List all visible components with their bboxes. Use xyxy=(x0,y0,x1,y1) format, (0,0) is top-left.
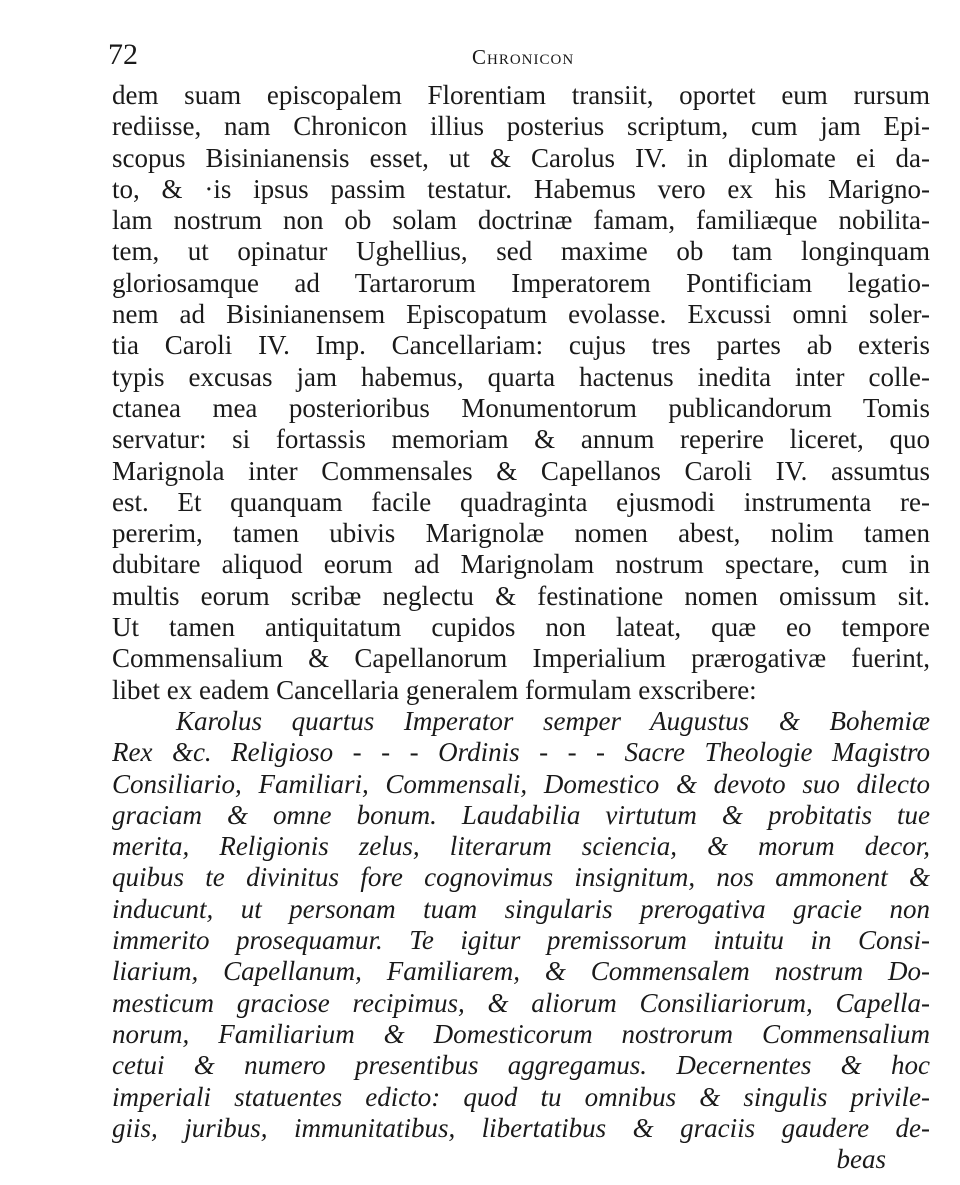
diploma-line: inducunt, ut personam tuam singularis prerogativa gracie non xyxy=(112,893,930,924)
running-title: Chronicon xyxy=(472,45,575,69)
text-line: servatur: si fortassis memoriam & annum reperire liceret, quo xyxy=(112,424,930,455)
diploma-line: quibus te divinitus fore cognovimus insignitum, nos ammonent & xyxy=(112,862,930,893)
text-line: Commensalium & Capellanorum Imperialium prærogativæ fuerint, xyxy=(112,643,930,674)
text-line: Ut tamen antiquitatum cupidos non lateat, quæ eo tempore xyxy=(112,612,930,643)
text-line: to, & ·is ipsus passim testatur. Habemus vero ex his Marigno- xyxy=(112,173,930,204)
diploma-line: liarium, Capellanum, Familiarem, & Commensalem nostrum Do- xyxy=(112,956,930,987)
diploma-line: giis, juribus, immunitatibus, libertatibus & graciis gaudere de- xyxy=(112,1112,930,1143)
text-line: scopus Bisinianensis esset, ut & Carolus IV. in diplomate ei da- xyxy=(112,142,930,173)
text-line: typis excusas jam habemus, quarta hactenus inedita inter colle- xyxy=(112,361,930,392)
diploma-line: norum, Familiarium & Domesticorum nostrorum Commensalium xyxy=(112,1018,930,1049)
text-line: lam nostrum non ob solam doctrinæ famam, familiæque nobilita- xyxy=(112,205,930,236)
text-line: ctanea mea posterioribus Monumentorum publicandorum Tomis xyxy=(112,392,930,423)
diploma-line: mesticum graciose recipimus, & aliorum Consiliariorum, Capella- xyxy=(112,987,930,1018)
diploma-line: Consiliario, Familiari, Commensali, Domestico & devoto suo dilecto xyxy=(112,768,930,799)
text-line: tem, ut opinatur Ughellius, sed maxime ob tam longinquam xyxy=(112,236,930,267)
diploma-line: immerito prosequamur. Te igitur premissorum intuitu in Consi- xyxy=(112,925,930,956)
text-line: libet ex eadem Cancellaria generalem formulam exscribere: xyxy=(112,674,757,705)
diploma-line: imperiali statuentes edicto: quod tu omnibus & singulis privile- xyxy=(112,1081,930,1112)
text-line: tia Caroli IV. Imp. Cancellariam: cujus tres partes ab exteris xyxy=(112,330,930,361)
text-line: pererim, tamen ubivis Marignolæ nomen abest, nolim tamen xyxy=(112,518,930,549)
text-line: gloriosamque ad Tartarorum Imperatorem Pontificiam legatio- xyxy=(112,267,930,298)
text-line: est. Et quanquam facile quadraginta ejusmodi instrumenta re- xyxy=(112,486,930,517)
diploma-line: graciam & omne bonum. Laudabilia virtutum & probitatis tue xyxy=(112,799,930,830)
diploma-line: Rex &c. Religioso - - - Ordinis - - - Sacre Theologie Magistro xyxy=(112,737,930,768)
text-line: rediisse, nam Chronicon illius posterius scriptum, cum jam Epi- xyxy=(112,111,930,142)
text-line: multis eorum scribæ neglectu & festinatione nomen omissum sit. xyxy=(112,580,930,611)
text-line: nem ad Bisinianensem Episcopatum evolasse. Excussi omni soler- xyxy=(112,299,930,330)
running-head xyxy=(108,38,920,72)
text-line: dem suam episcopalem Florentiam transiit, oportet eum rursum xyxy=(112,80,930,110)
diploma-line: merita, Religionis zelus, literarum sciencia, & morum decor, xyxy=(112,831,930,862)
text-line: Marignola inter Commensales & Capellanos Caroli IV. assumtus xyxy=(112,455,930,486)
page-number: 72 xyxy=(108,38,138,71)
catchword: beas xyxy=(836,1144,886,1175)
diploma-line: cetui & numero presentibus aggregamus. Decernentes & hoc xyxy=(112,1050,930,1081)
diploma-line: Karolus quartus Imperator semper Augustus & Bohemiæ xyxy=(176,705,930,736)
body-text xyxy=(112,80,930,1175)
text-line: dubitare aliquod eorum ad Marignolam nostrum spectare, cum in xyxy=(112,549,930,580)
